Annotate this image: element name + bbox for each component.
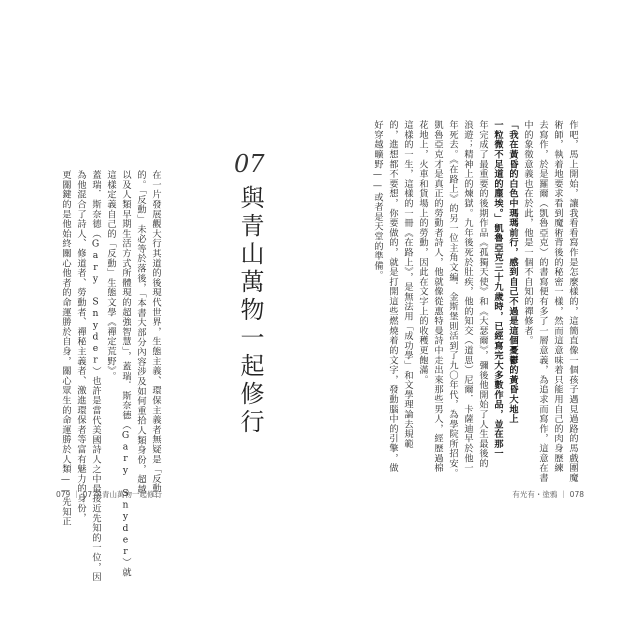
text-column: 這樣定義自己的「反動」生態文學《禪定荒野》。 [105, 170, 116, 381]
text-column: 作吧，馬上開始，讓我看看寫作是怎麼樣的，這簡直像一個孩子遇見過路的馬戲團魔 [567, 120, 578, 483]
text-column: 「我在黃昏的白色中瑪瑪前行，感到自己不過是這個憂鬱的黃昏大地上 [507, 120, 518, 424]
text-column: 中的象徵意義也在於此，他是一個不自知的禪修者。 [522, 120, 533, 346]
text-column: 在一片發展觀大行其道的後現代世界，生態主義、環保主義者無疑是「反動」 [150, 170, 161, 504]
right-body-text [370, 120, 580, 483]
text-column: 蓋瑞．斯奈德（Gary Snyder）也許是當代美國詩人之中最接近先知的一位，因 [90, 170, 101, 582]
text-column: 年死去。《在路上》的另一位主角文編．金斯堡則活到了九〇年代，為學院所招安。 [447, 120, 458, 478]
text-column: 去寫作，於是羅爾（凱魯亞克）的書寫便有多了一層意義，為追求而寫作，這意在書 [537, 120, 548, 483]
text-column: 術師，執着地要求看到魔術背後的秘密一樣，然而這意味着只能用自己的肉身歷練 [552, 120, 563, 473]
text-column: 的，進想都不要想，你要做的，就是打開這些燃燒着的文字，發動腦中的引擎，做 [387, 120, 398, 473]
text-column: 這樣的一生，這樣的一冊《在路上》，是無法用「成功學」和文學理論去規範 [402, 120, 413, 449]
text-column: 更關鍵的是他始終關心他者的命運勝於自身，關心眾生的命運勝於人類——先知正 [60, 170, 71, 527]
text-column: 一粒微不足道的塵埃。」凱魯亞克三十九歲時，已經寫完大多數作品，並在那一 [492, 120, 503, 459]
text-column: 為他混合了詩人、修道者、勞動者、禪秘主義者、激進環保者等富有魅力的身份， [75, 170, 86, 523]
text-column: 的。「反動」未必等於落後，「本書大部分內容涉及如何重拾人類身份，超越 [135, 170, 146, 494]
text-column: 凱魯亞克才是真正的勞動者詩人，他就像從惠特曼詩中走出來那些男人，經歷過棉 [432, 120, 443, 473]
text-column: 浪遊；精神上的煉獄。九年後死於肚疾，他的知交（道思）尼爾．卡薩迪早於他一 [462, 120, 473, 473]
left-footer: 079 ｜ 07 與青山萬物一起修行 [56, 490, 163, 499]
right-page [320, 0, 640, 640]
text-column: 年完成了最重要的後期作品《孤獨天使》和《大瑟爾》，彌後他開始了人生最後的 [477, 120, 488, 469]
chapter-number: 07 [234, 150, 265, 178]
text-column: 花地上，火車和貨場上的勞動，因此在文字上的收穫更飽滿。 [417, 120, 428, 385]
right-footer: 有光有・塗鴉 ｜ 078 [512, 490, 584, 499]
text-column: 以及人類早期生活方式所體現的超強智慧」，蓋瑞．斯奈德（Gary Snyder）就 [120, 170, 131, 578]
text-column: 好穿越曠野——或者是天堂的準備。 [372, 120, 383, 281]
chapter-title: 與青山萬物一起修行 [236, 185, 264, 437]
